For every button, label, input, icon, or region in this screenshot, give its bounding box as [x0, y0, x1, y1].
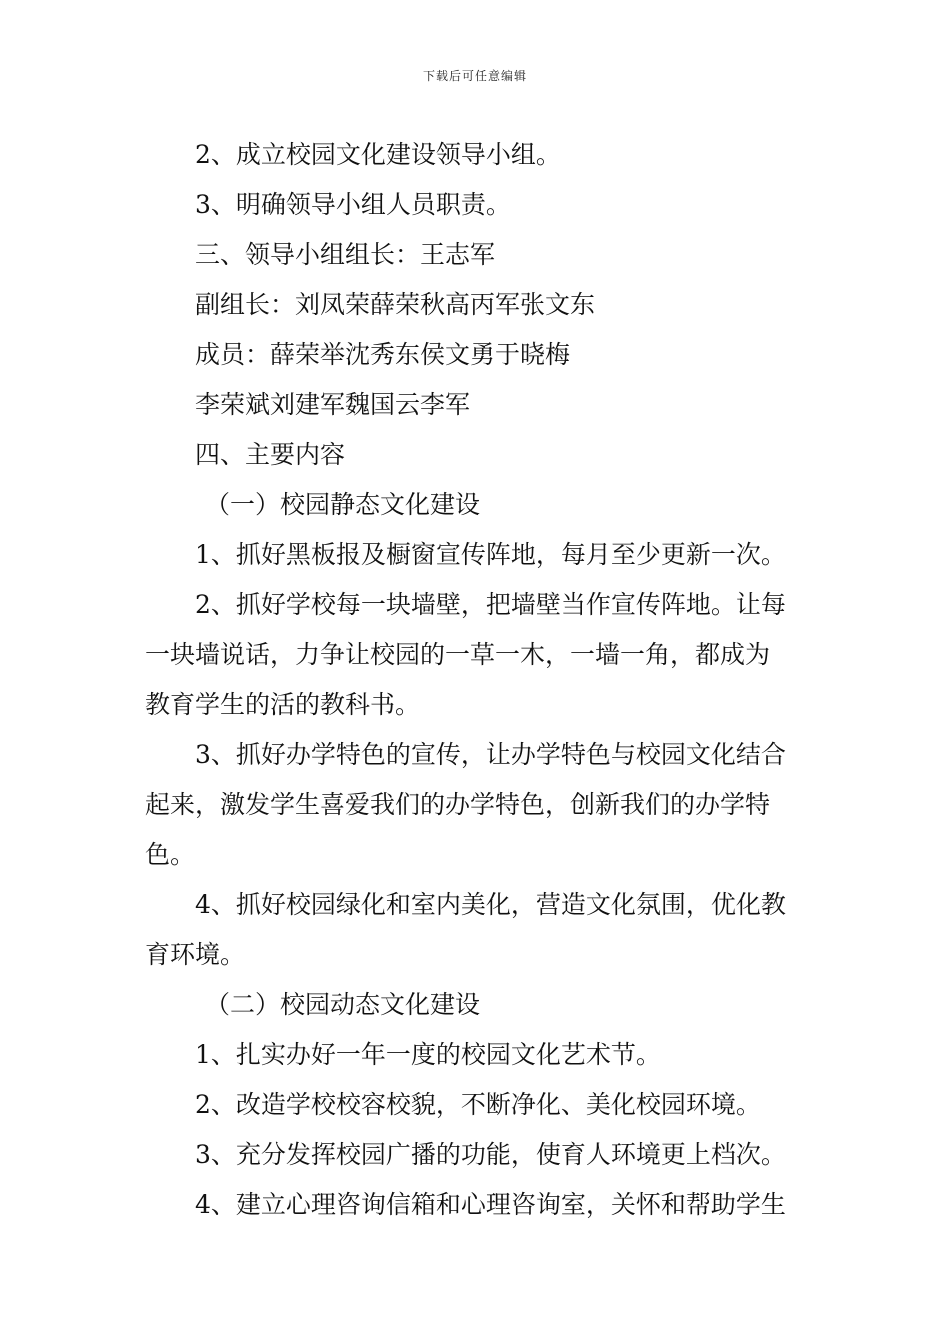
text-line: 2、成立校园文化建设领导小组。 — [195, 140, 561, 169]
text-line: 一块墙说话，力争让校园的一草一木，一墙一角，都成为 — [145, 640, 771, 669]
text-line: 2、改造学校校容校貌，不断净化、美化校园环境。 — [195, 1090, 761, 1119]
subsection-heading: （二）校园动态文化建设 — [205, 990, 481, 1019]
section-heading: 四、主要内容 — [195, 440, 346, 469]
text-line: 李荣斌刘建军魏国云李军 — [195, 390, 471, 419]
text-line: 3、抓好办学特色的宣传，让办学特色与校园文化结合 — [195, 740, 786, 769]
subsection-heading: （一）校园静态文化建设 — [205, 490, 481, 519]
text-line: 起来，激发学生喜爱我们的办学特色，创新我们的办学特 — [145, 790, 771, 819]
text-line: 三、领导小组组长：王志军 — [195, 240, 496, 269]
text-line: 4、建立心理咨询信箱和心理咨询室，关怀和帮助学生 — [195, 1190, 786, 1219]
text-line: 1、抓好黑板报及橱窗宣传阵地，每月至少更新一次。 — [195, 540, 786, 569]
text-line: 4、抓好校园绿化和室内美化，营造文化氛围，优化教 — [195, 890, 786, 919]
text-line: 色。 — [145, 840, 196, 869]
text-line: 3、充分发挥校园广播的功能，使育人环境更上档次。 — [195, 1140, 786, 1169]
text-line: 育环境。 — [145, 940, 246, 969]
text-line: 1、扎实办好一年一度的校园文化艺术节。 — [195, 1040, 661, 1069]
text-line: 3、明确领导小组人员职责。 — [195, 190, 511, 219]
document-body — [145, 130, 810, 1230]
text-line: 副组长：刘凤荣薛荣秋高丙军张文东 — [195, 290, 596, 319]
text-line: 成员：薛荣举沈秀东侯文勇于晓梅 — [195, 340, 571, 369]
text-line: 2、抓好学校每一块墙壁，把墙壁当作宣传阵地。让每 — [195, 590, 786, 619]
text-line: 教育学生的活的教科书。 — [145, 690, 421, 719]
header-note: 下载后可任意编辑 — [422, 69, 527, 83]
